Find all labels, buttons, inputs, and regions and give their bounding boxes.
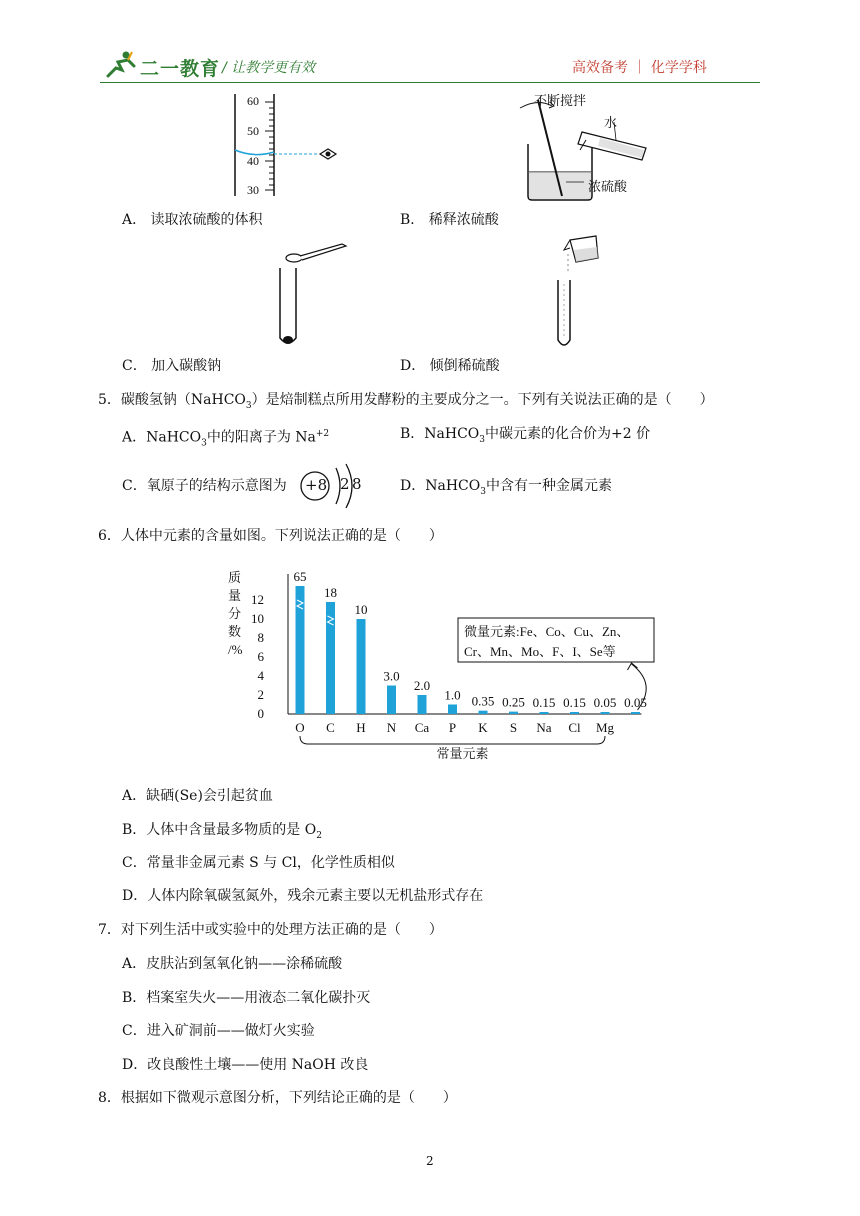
atom-shell1-label: 2 <box>340 475 350 493</box>
q4-option-a: A． 读取浓硫酸的体积 <box>122 212 263 228</box>
x-tick-label: S <box>509 720 518 735</box>
bar-N <box>387 686 396 715</box>
q7-option-a: A．皮肤沾到氢氧化钠——涂稀硫酸 <box>122 956 343 972</box>
y-axis-label-char: 分 <box>228 606 242 621</box>
bar-value-label: 3.0 <box>383 668 400 684</box>
test-tube-spoon-figure <box>270 236 354 348</box>
q4-option-b: B． 稀释浓硫酸 <box>400 212 499 228</box>
q5-option-a: A．NaHCO$_3$中的阳离子为 $Na^{+2}$ <box>122 429 330 449</box>
bar-value-label: 0.15 <box>563 695 586 710</box>
y-axis-label-char: 数 <box>228 624 242 639</box>
trace-box-line1: 微量元素:Fe、Co、Cu、Zn、 <box>464 624 630 639</box>
atom-shell2-label: 8 <box>352 475 362 493</box>
bracket-label: 常量元素 <box>436 746 489 761</box>
q5-stem: 5．碳酸氢钠（NaHCO$_3$）是焙制糕点所用发酵粉的主要成分之一。下列有关说法正确的是（ ） <box>98 392 714 411</box>
bar-value-label: 1.0 <box>444 687 461 703</box>
page-number: 2 <box>426 1154 434 1168</box>
bar-value-label: 18 <box>324 585 337 600</box>
y-tick-label: 6 <box>257 649 264 664</box>
q8-stem: 8．根据如下微观示意图分析，下列结论正确的是（ ） <box>98 1090 457 1106</box>
beaker-label-acid: 浓硫酸 <box>588 180 628 195</box>
header-subject: 高效备考 ｜ 化学学科 <box>572 60 707 76</box>
y-axis-label-char: 质 <box>228 570 242 585</box>
bar-value-label: 0.35 <box>471 693 495 709</box>
y-tick-label: 2 <box>257 687 264 702</box>
x-tick-label: N <box>386 720 397 735</box>
logo-text: 二一教育 <box>140 58 221 80</box>
x-tick-label: O <box>295 720 305 735</box>
cyl-tick-60: 60 <box>247 94 259 108</box>
bar-trace <box>631 712 640 714</box>
bar-Cl <box>570 712 579 714</box>
bar-value-label: 2.0 <box>413 678 431 693</box>
q7-option-b: B．档案室失火——用液态二氧化碳扑灭 <box>122 990 371 1006</box>
graduated-cylinder-figure <box>228 92 348 200</box>
q6-option-b: B．人体中含量最多物质的是 $O_2$ <box>122 822 322 841</box>
pour-acid-figure <box>550 232 610 350</box>
logo-runner-icon <box>104 50 138 80</box>
bar-value-label: 10 <box>354 602 368 617</box>
element-content-bar-chart <box>220 560 660 770</box>
bar-Ca <box>418 695 427 714</box>
y-axis-label-char: /% <box>228 642 243 657</box>
y-tick-label: 12 <box>251 592 264 607</box>
q5-option-d: D．NaHCO$_3$中含有一种金属元素 <box>400 478 612 497</box>
x-tick-label: K <box>478 720 488 735</box>
x-tick-label: C <box>326 720 335 735</box>
q4-option-c: C． 加入碳酸钠 <box>122 358 222 374</box>
q5-option-c: C．氧原子的结构示意图为 <box>122 478 287 494</box>
bar-Na <box>540 712 549 714</box>
header-divider <box>100 82 760 83</box>
x-tick-label: H <box>356 720 366 735</box>
x-tick-label: Cl <box>568 720 581 735</box>
bar-P <box>448 705 457 715</box>
q5-option-b: B．NaHCO$_3$中碳元素的化合价为+2 价 <box>400 426 651 445</box>
bar-value-label: 65 <box>293 569 307 584</box>
y-tick-label: 8 <box>257 630 264 645</box>
bar-K <box>479 711 488 714</box>
header-slogan: / 让教学更有效 <box>222 60 316 76</box>
bar-value-label: 0.25 <box>502 694 525 710</box>
x-tick-label: Ca <box>414 720 430 735</box>
x-tick-label: P <box>448 720 457 735</box>
bar-Mg <box>601 712 610 714</box>
x-tick-label: Na <box>536 720 552 735</box>
q4-option-d: D． 倾倒稀硫酸 <box>400 358 500 374</box>
common-elements-bracket <box>300 736 605 744</box>
y-tick-label: 0 <box>257 706 264 721</box>
q6-option-d: D．人体内除氧碳氢氮外，残余元素主要以无机盐形式存在 <box>122 888 484 904</box>
bar-value-label: 0.05 <box>624 695 647 710</box>
header <box>0 0 860 90</box>
trace-arrow-head <box>628 663 638 670</box>
bar-value-label: 0.15 <box>532 695 556 710</box>
x-tick-label: Mg <box>595 720 615 735</box>
q6-option-c: C．常量非金属元素 S 与 Cl，化学性质相似 <box>122 855 395 871</box>
bar-O <box>296 586 305 714</box>
trace-box-line2: Cr、Mn、Mo、F、I、Se等 <box>464 644 616 659</box>
cyl-tick-50: 50 <box>247 124 259 138</box>
q6-option-a: A．缺硒(Se)会引起贫血 <box>122 788 273 804</box>
q7-option-d: D．改良酸性土壤——使用 NaOH 改良 <box>122 1057 369 1073</box>
y-tick-label: 4 <box>257 668 264 683</box>
cyl-tick-30: 30 <box>247 183 259 197</box>
q6-stem: 6．人体中元素的含量如图。下列说法正确的是（ ） <box>98 528 443 544</box>
bar-H <box>357 619 366 714</box>
bar-S <box>509 712 518 714</box>
y-tick-label: 10 <box>251 611 264 626</box>
y-axis-label-char: 量 <box>228 588 242 603</box>
bar-value-label: 0.05 <box>593 695 617 710</box>
atom-nucleus-label: +8 <box>305 476 328 494</box>
q7-option-c: C．进入矿洞前——做灯火实验 <box>122 1023 315 1039</box>
q7-stem: 7．对下列生活中或实验中的处理方法正确的是（ ） <box>98 922 443 938</box>
beaker-label-stir: 不断搅拌 <box>534 94 587 109</box>
beaker-label-water: 水 <box>604 116 618 131</box>
cyl-tick-40: 40 <box>247 154 259 168</box>
